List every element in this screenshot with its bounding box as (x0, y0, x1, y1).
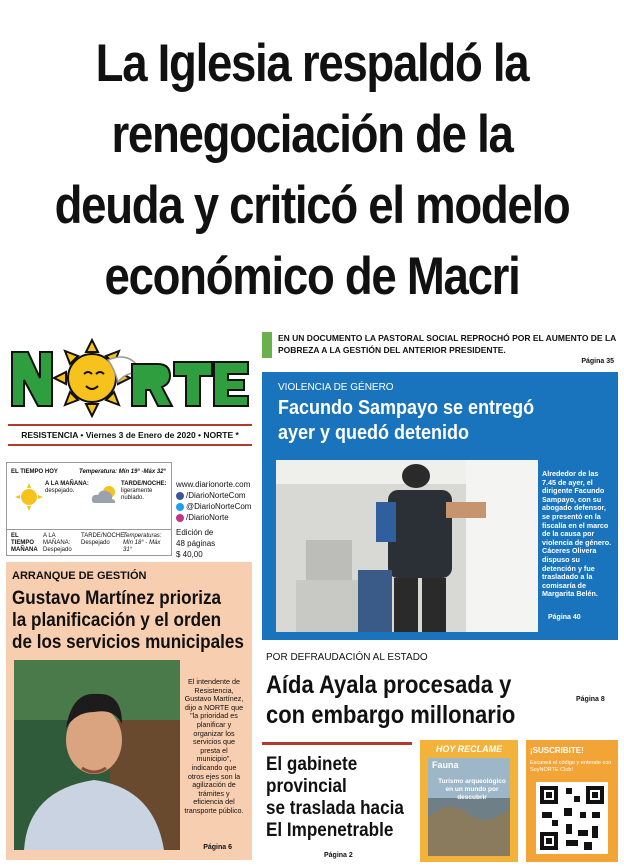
social-block (176, 479, 256, 560)
headline-line: renegociación de la (111, 105, 513, 164)
blue-body: Alrededor de las 7.45 de ayer, el dirigente Facundo Sampayo, con su abogado defensor, se presentó en la fiscalía en el marco de la causa por violencia de género. Cáceres Olivera dispuso su detención y fue trasladado a la comisaría de Margarita Belén. (542, 469, 612, 599)
headline-line: La Iglesia respaldó la (95, 34, 529, 93)
afternoon-value: ligeramente nublado. (121, 488, 153, 501)
top-note[interactable]: EN UN DOCUMENTO LA PASTORAL SOCIAL REPROCHÓ POR EL AUMENTO DE LA POBREZA A LA GESTIÓN DEL ANTERIOR PRESIDENTE. Página 35 (278, 333, 616, 365)
pages-count: 48 páginas (176, 539, 216, 548)
blue-kicker: VIOLENCIA DE GÉNERO (278, 382, 394, 393)
subscribe-label: ¡SUSCRIBITE! (530, 746, 584, 755)
weather-box (6, 462, 172, 556)
reclame-label: HOY RECLAME (435, 744, 503, 754)
weather-title: EL TIEMPO HOY (11, 469, 58, 475)
gabinete-title[interactable]: El gabinete provincial se traslada hacia El Impenetrable (266, 754, 404, 841)
ayala-page: Página 8 (576, 696, 605, 703)
tomorrow-morning: A LA MAÑANA: Despejado (43, 533, 72, 553)
price: $ 40,00 (176, 550, 203, 559)
instagram-link[interactable]: /DiarioNorte (176, 512, 256, 523)
headline-line: deuda y criticó el modelo (54, 176, 570, 235)
left-kicker: ARRANQUE DE GESTIÓN (12, 570, 147, 582)
weather-temperature: Temperatura: Mín 19° -Máx 32° (79, 469, 166, 475)
subscribe-promo[interactable] (526, 740, 618, 862)
facebook-icon (176, 492, 184, 500)
sun-icon (15, 483, 43, 511)
morning-value: despejado. (45, 488, 75, 494)
site-url[interactable]: www.diarionorte.com (176, 480, 251, 489)
sampayo-photo (276, 460, 538, 632)
cloud-sun-icon (91, 483, 119, 507)
left-title: Gustavo Martínez prioriza la planificación y el orden de los servicios municipales (12, 588, 244, 653)
left-body: El intendente de Resistencia, Gustavo Martínez, dijo a NORTE que "la prioridad es planificar y organizar los servicios que presta el municipio", indicando que otros ejes son la agilización de trámites y eficiencia del transporte público. (184, 677, 244, 815)
reclame-brand: Fauna (432, 760, 459, 770)
blue-title: Facundo Sampayo se entregó ayer y quedó detenido (278, 397, 535, 444)
instagram-icon (176, 514, 184, 522)
left-page: Página 6 (203, 844, 232, 851)
ayala-title[interactable]: Aída Ayala procesada y con embargo millonario (266, 671, 516, 729)
edition-pages: Edición de (176, 528, 214, 537)
twitter-icon (176, 503, 184, 511)
norte-logo[interactable] (8, 338, 252, 418)
facebook-link[interactable]: /DiarioNorteCom (176, 490, 256, 501)
gabinete-page: Página 2 (324, 852, 353, 859)
blue-page: Página 40 (548, 614, 581, 621)
ayala-kicker: POR DEFRAUDACIÓN AL ESTADO (266, 652, 428, 663)
tomorrow-afternoon: TARDE/NOCHE: Despejado (81, 533, 126, 546)
subscribe-text: Escaneá el código y enterate con SoyNORTE Club! (530, 760, 612, 773)
tomorrow-temps: Temperaturas: Mín 18° - Máx 31° (123, 533, 162, 553)
tomorrow-label: EL TIEMPO MAÑANA (11, 533, 38, 553)
twitter-link[interactable]: @DiarioNorteCom (176, 501, 256, 512)
afternoon-label: TARDE/NOCHE: (121, 481, 167, 487)
reclame-promo[interactable] (420, 740, 518, 862)
reclame-subtitle: Turismo arqueológico en un mundo por descubrir (438, 778, 506, 801)
morning-label: A LA MAÑANA: (45, 481, 89, 487)
martinez-photo (14, 660, 180, 850)
qr-code-icon (536, 782, 608, 854)
edition-line: RESISTENCIA • Viernes 3 de Enero de 2020 • NORTE * (8, 424, 252, 446)
headline-line: económico de Macri (104, 247, 520, 306)
logo-graphic (8, 338, 252, 418)
main-headline (44, 28, 581, 312)
